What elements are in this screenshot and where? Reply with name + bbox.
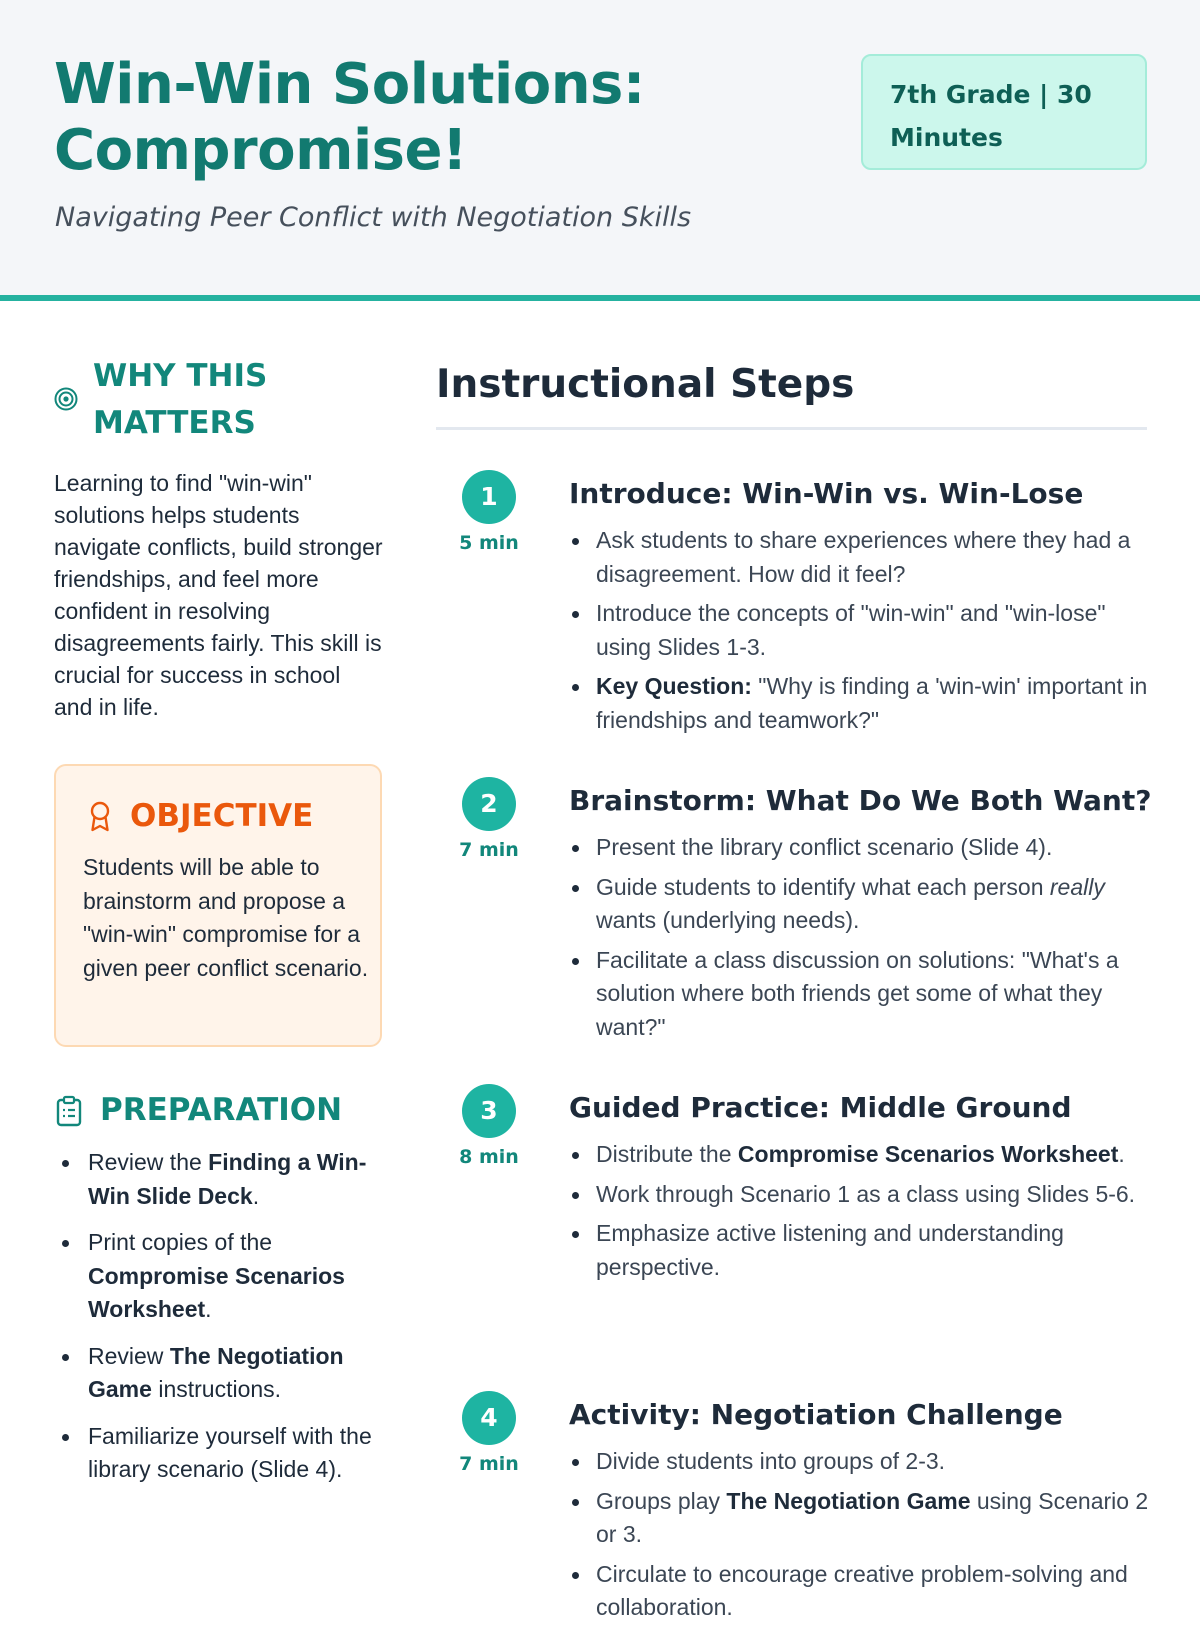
title-line-1: Win-Win Solutions:	[54, 52, 645, 117]
list-item: Introduce the concepts of "win-win" and "win-lose" using Slides 1-3.	[569, 597, 1149, 664]
list-item: Facilitate a class discussion on solutions: "What's a solution where both friends get some of what they want?"	[569, 944, 1149, 1045]
list-item: Review The Negotiation Game instructions.	[54, 1340, 394, 1407]
list-item: Review the Finding a Win-Win Slide Deck.	[54, 1146, 394, 1213]
objective-heading: OBJECTIVE	[130, 798, 314, 834]
objective-card	[54, 764, 382, 1047]
steps-divider	[436, 427, 1147, 430]
step-number: 4	[462, 1391, 516, 1445]
list-item: Print copies of the Compromise Scenarios Worksheet.	[54, 1226, 394, 1327]
steps-heading: Instructional Steps	[436, 362, 855, 407]
step-number: 2	[462, 777, 516, 831]
title-line-2: Compromise!	[54, 118, 467, 183]
why-heading-line-2: MATTERS	[93, 405, 256, 441]
list-item: Circulate to encourage creative problem-solving and collaboration.	[569, 1558, 1149, 1625]
list-item: Groups play The Negotiation Game using Scenario 2 or 3.	[569, 1485, 1149, 1552]
lesson-header	[0, 0, 1200, 301]
list-item: Emphasize active listening and understanding perspective.	[569, 1217, 1149, 1284]
objective-text: Students will be able to brainstorm and propose a "win-win" compromise for a given peer conflict scenario.	[83, 854, 369, 981]
step-number: 3	[462, 1084, 516, 1138]
preparation-list	[54, 1146, 394, 1500]
target-icon	[54, 387, 78, 411]
step-title: Guided Practice: Middle Ground	[569, 1091, 1072, 1124]
step-duration: 7 min	[459, 1453, 519, 1475]
list-item: Key Question: "Why is finding a 'win-win' important in friendships and teamwork?"	[569, 670, 1149, 737]
step-duration: 5 min	[459, 532, 519, 554]
preparation-heading: PREPARATION	[100, 1092, 343, 1128]
list-item: Distribute the Compromise Scenarios Worksheet.	[569, 1138, 1149, 1172]
list-item: Familiarize yourself with the library scenario (Slide 4).	[54, 1420, 394, 1487]
list-item: Ask students to share experiences where they had a disagreement. How did it feel?	[569, 524, 1149, 591]
step-title: Introduce: Win-Win vs. Win-Lose	[569, 477, 1084, 510]
list-item: Work through Scenario 1 as a class using Slides 5-6.	[569, 1178, 1149, 1212]
page-subtitle: Navigating Peer Conflict with Negotiation Skills	[55, 202, 692, 233]
grade-duration-badge	[861, 54, 1147, 170]
page-title	[54, 52, 794, 184]
list-item: Present the library conflict scenario (Slide 4).	[569, 831, 1149, 865]
why-text: Learning to find "win-win" solutions helps students navigate conflicts, build stronger friendships, and feel more confident in resolving disagreements fairly. This skill is crucial for success in school and in life.	[54, 470, 383, 720]
step-bullets	[569, 524, 1149, 743]
award-icon	[89, 801, 111, 833]
step-duration: 7 min	[459, 839, 519, 861]
step-title: Activity: Negotiation Challenge	[569, 1398, 1063, 1431]
list-item: Guide students to identify what each person really wants (underlying needs).	[569, 871, 1149, 938]
list-item: Divide students into groups of 2-3.	[569, 1445, 1149, 1479]
step-title: Brainstorm: What Do We Both Want?	[569, 784, 1152, 817]
step-number: 1	[462, 470, 516, 524]
badge-line-1: 7th Grade | 30	[890, 80, 1092, 109]
step-bullets	[569, 831, 1149, 1050]
step-duration: 8 min	[459, 1146, 519, 1168]
why-heading	[93, 353, 267, 447]
step-bullets	[569, 1138, 1149, 1290]
clipboard-icon	[56, 1095, 82, 1127]
step-bullets	[569, 1445, 1149, 1631]
why-heading-line-1: WHY THIS	[93, 358, 268, 394]
badge-line-2: Minutes	[890, 123, 1003, 152]
